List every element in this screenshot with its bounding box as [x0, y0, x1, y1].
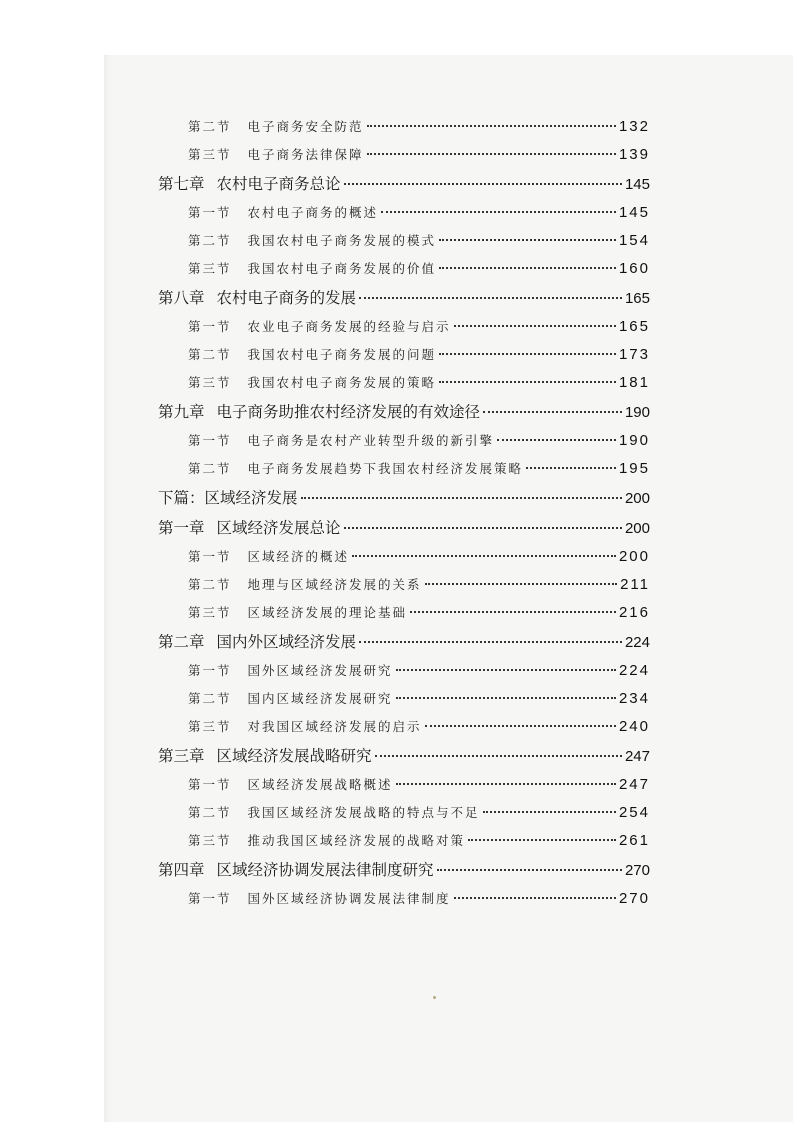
- toc-entry-number: 第一节: [188, 433, 232, 448]
- dot-leader: [396, 783, 616, 785]
- dot-leader: [468, 839, 616, 841]
- toc-entry-title: 电子商务是农村产业转型升级的新引擎: [247, 433, 495, 448]
- toc-entry-number: 第二节: [188, 119, 232, 134]
- dot-leader: [344, 527, 622, 529]
- toc-section-entry: [158, 685, 650, 713]
- dot-leader: [437, 869, 622, 871]
- toc-entry-number: 第一节: [188, 891, 232, 906]
- toc-entry-title: 电子商务法律保障: [247, 147, 364, 162]
- dot-leader: [483, 811, 616, 813]
- toc-page-number: 200: [618, 548, 650, 565]
- dot-leader: [396, 697, 616, 699]
- toc-page-number: 165: [624, 290, 650, 307]
- toc-entry-title: 区域经济发展战略研究: [216, 747, 372, 765]
- toc-part-entry: [158, 483, 650, 513]
- dot-leader: [439, 353, 616, 355]
- toc-entry-label: [158, 397, 480, 427]
- dot-leader: [301, 497, 622, 499]
- toc-entry-title: 下篇：区域经济发展: [158, 489, 298, 507]
- toc-entry-label: [158, 513, 341, 543]
- toc-page-number: 154: [618, 232, 650, 249]
- toc-entry-number: 第三节: [188, 605, 232, 620]
- table-of-contents: [158, 113, 650, 913]
- dot-leader: [526, 467, 616, 469]
- toc-page-number: 190: [624, 404, 650, 421]
- toc-page-number: 270: [618, 890, 650, 907]
- toc-page-number: 160: [618, 260, 650, 277]
- toc-page-number: 145: [618, 204, 650, 221]
- toc-entry-title: 对我国区域经济发展的启示: [247, 719, 422, 734]
- toc-entry-label: [188, 427, 494, 455]
- toc-page-number: 200: [624, 490, 650, 507]
- toc-entry-title: 我国农村电子商务发展的问题: [247, 347, 437, 362]
- toc-page-number: 224: [624, 634, 650, 651]
- toc-section-entry: [158, 113, 650, 141]
- toc-entry-label: [188, 199, 378, 227]
- toc-page-number: 173: [618, 346, 650, 363]
- toc-entry-title: 区域经济协调发展法律制度研究: [216, 861, 434, 879]
- toc-entry-label: [188, 685, 393, 713]
- toc-page-number: 165: [618, 318, 650, 335]
- toc-entry-label: [188, 827, 465, 855]
- toc-entry-title: 我国区域经济发展战略的特点与不足: [247, 805, 480, 820]
- paper-speck: [433, 996, 436, 999]
- toc-entry-title: 我国农村电子商务发展的模式: [247, 233, 437, 248]
- dot-leader: [352, 555, 616, 557]
- toc-entry-label: [188, 113, 364, 141]
- toc-entry-label: [188, 227, 436, 255]
- toc-entry-label: [188, 599, 407, 627]
- toc-entry-label: [188, 713, 422, 741]
- toc-page-number: 234: [618, 690, 650, 707]
- dot-leader: [410, 611, 616, 613]
- toc-section-entry: [158, 799, 650, 827]
- toc-page-number: 240: [618, 718, 650, 735]
- dot-leader: [375, 755, 622, 757]
- toc-entry-label: [158, 741, 372, 771]
- toc-entry-label: [188, 771, 393, 799]
- dot-leader: [425, 725, 616, 727]
- toc-section-entry: [158, 427, 650, 455]
- toc-page-number: 181: [618, 374, 650, 391]
- toc-entry-number: 第二章: [158, 633, 205, 651]
- toc-entry-number: 第二节: [188, 461, 232, 476]
- toc-entry-number: 第一节: [188, 319, 232, 334]
- toc-entry-number: 第二节: [188, 577, 232, 592]
- toc-page-number: 247: [624, 748, 650, 765]
- toc-section-entry: [158, 571, 650, 599]
- toc-entry-label: [188, 369, 436, 397]
- dot-leader: [359, 641, 622, 643]
- toc-entry-label: [188, 455, 523, 483]
- dot-leader: [439, 381, 616, 383]
- toc-entry-title: 区域经济的概述: [247, 549, 350, 564]
- toc-section-entry: [158, 313, 650, 341]
- dot-leader: [425, 583, 618, 585]
- toc-entry-label: [158, 855, 434, 885]
- toc-entry-number: 第二节: [188, 233, 232, 248]
- dot-leader: [454, 897, 616, 899]
- toc-entry-number: 第一节: [188, 549, 232, 564]
- toc-section-entry: [158, 543, 650, 571]
- toc-chapter-entry: [158, 855, 650, 885]
- toc-entry-label: [158, 483, 298, 513]
- toc-page-number: 254: [618, 804, 650, 821]
- toc-entry-number: 第八章: [158, 289, 205, 307]
- toc-section-entry: [158, 885, 650, 913]
- toc-page-number: 139: [618, 146, 650, 163]
- toc-section-entry: [158, 199, 650, 227]
- toc-page-number: 132: [618, 118, 650, 135]
- toc-entry-title: 区域经济发展总论: [216, 519, 341, 537]
- toc-page-number: 145: [624, 176, 650, 193]
- dot-leader: [367, 153, 616, 155]
- toc-entry-label: [188, 657, 393, 685]
- toc-entry-title: 农村电子商务总论: [216, 175, 341, 193]
- toc-page-number: 261: [618, 832, 650, 849]
- toc-page-number: 195: [618, 460, 650, 477]
- dot-leader: [367, 125, 616, 127]
- toc-entry-number: 第四章: [158, 861, 205, 879]
- toc-entry-number: 第一节: [188, 205, 232, 220]
- toc-section-entry: [158, 369, 650, 397]
- dot-leader: [454, 325, 616, 327]
- toc-chapter-entry: [158, 513, 650, 543]
- toc-page-number: 224: [618, 662, 650, 679]
- toc-entry-number: 第七章: [158, 175, 205, 193]
- dot-leader: [359, 297, 622, 299]
- toc-entry-number: 第二节: [188, 691, 232, 706]
- toc-section-entry: [158, 713, 650, 741]
- toc-entry-number: 第一节: [188, 777, 232, 792]
- toc-entry-title: 我国农村电子商务发展的策略: [247, 375, 437, 390]
- toc-section-entry: [158, 255, 650, 283]
- toc-page-number: 247: [618, 776, 650, 793]
- toc-entry-number: 第二节: [188, 347, 232, 362]
- toc-entry-number: 第一章: [158, 519, 205, 537]
- toc-entry-title: 国外区域经济协调发展法律制度: [247, 891, 451, 906]
- dot-leader: [344, 183, 622, 185]
- toc-page-number: 270: [624, 862, 650, 879]
- toc-entry-title: 区域经济发展战略概述: [247, 777, 393, 792]
- toc-entry-title: 农村电子商务的发展: [216, 289, 357, 307]
- dot-leader: [439, 239, 616, 241]
- toc-entry-label: [188, 255, 436, 283]
- toc-page-number: 190: [618, 432, 650, 449]
- toc-entry-title: 推动我国区域经济发展的战略对策: [247, 833, 466, 848]
- toc-section-entry: [158, 827, 650, 855]
- toc-section-entry: [158, 341, 650, 369]
- toc-entry-title: 地理与区域经济发展的关系: [247, 577, 422, 592]
- dot-leader: [381, 211, 616, 213]
- toc-chapter-entry: [158, 169, 650, 199]
- toc-entry-title: 国外区域经济发展研究: [247, 663, 393, 678]
- toc-chapter-entry: [158, 627, 650, 657]
- toc-chapter-entry: [158, 397, 650, 427]
- toc-entry-number: 第九章: [158, 403, 205, 421]
- toc-entry-label: [188, 313, 451, 341]
- toc-entry-title: 电子商务助推农村经济发展的有效途径: [216, 403, 481, 421]
- toc-entry-number: 第三节: [188, 261, 232, 276]
- toc-page-number: 216: [618, 604, 650, 621]
- toc-entry-label: [188, 799, 480, 827]
- toc-entry-number: 第二节: [188, 805, 232, 820]
- toc-entry-title: 农业电子商务发展的经验与启示: [247, 319, 451, 334]
- dot-leader: [439, 267, 616, 269]
- toc-page-number: 200: [624, 520, 650, 537]
- toc-entry-label: [188, 885, 451, 913]
- toc-entry-label: [158, 627, 356, 657]
- toc-section-entry: [158, 227, 650, 255]
- toc-entry-number: 第三节: [188, 147, 232, 162]
- toc-entry-number: 第一节: [188, 663, 232, 678]
- toc-section-entry: [158, 455, 650, 483]
- toc-page-number: 211: [620, 576, 650, 593]
- toc-chapter-entry: [158, 741, 650, 771]
- toc-section-entry: [158, 657, 650, 685]
- toc-section-entry: [158, 141, 650, 169]
- toc-entry-label: [158, 169, 341, 199]
- toc-entry-label: [188, 571, 422, 599]
- toc-entry-title: 农村电子商务的概述: [247, 205, 379, 220]
- dot-leader: [497, 439, 616, 441]
- toc-entry-title: 国内区域经济发展研究: [247, 691, 393, 706]
- toc-chapter-entry: [158, 283, 650, 313]
- toc-section-entry: [158, 771, 650, 799]
- toc-entry-number: 第三节: [188, 833, 232, 848]
- toc-entry-number: 第三节: [188, 375, 232, 390]
- toc-entry-label: [188, 141, 364, 169]
- dot-leader: [396, 669, 616, 671]
- toc-entry-title: 国内外区域经济发展: [216, 633, 357, 651]
- toc-entry-number: 第三节: [188, 719, 232, 734]
- toc-section-entry: [158, 599, 650, 627]
- toc-entry-label: [188, 341, 436, 369]
- toc-entry-title: 区域经济发展的理论基础: [247, 605, 408, 620]
- toc-entry-number: 第三章: [158, 747, 205, 765]
- toc-entry-title: 电子商务发展趋势下我国农村经济发展策略: [247, 461, 524, 476]
- dot-leader: [483, 411, 622, 413]
- toc-entry-title: 电子商务安全防范: [247, 119, 364, 134]
- toc-entry-label: [158, 283, 356, 313]
- toc-entry-label: [188, 543, 349, 571]
- toc-entry-title: 我国农村电子商务发展的价值: [247, 261, 437, 276]
